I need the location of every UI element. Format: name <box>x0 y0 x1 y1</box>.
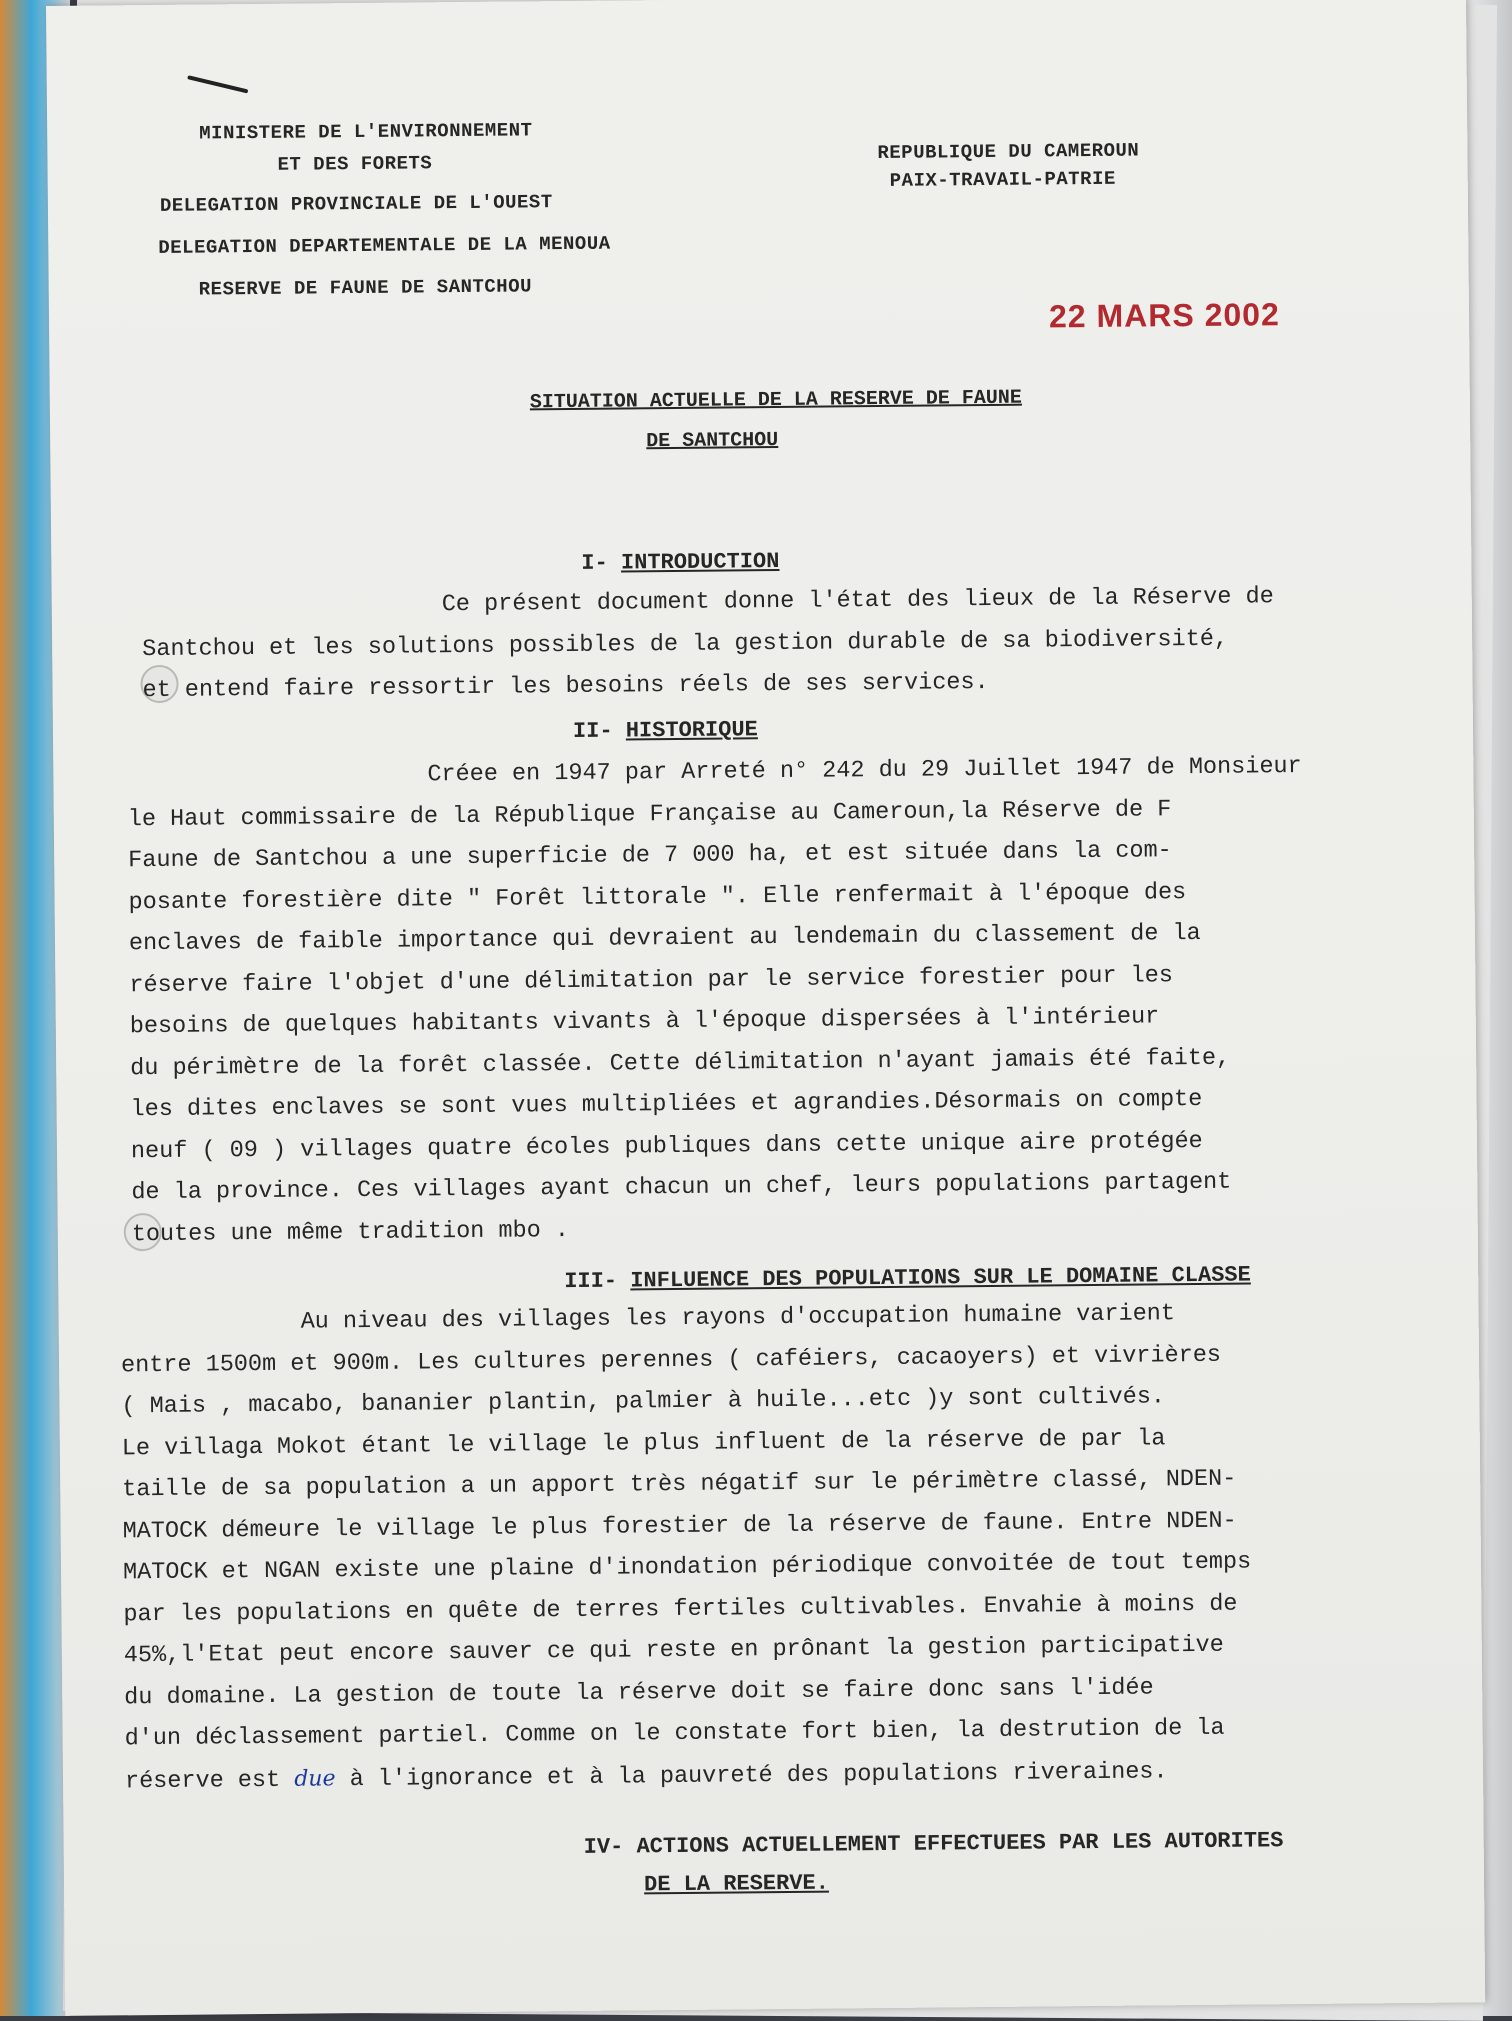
paragraph-line: Faune de Santchou a une superficie de 7 000 ha, et est située dans la com- <box>128 837 1172 875</box>
paragraph-line: du périmètre de la forêt classée. Cette délimitation n'ayant jamais été faite, <box>130 1044 1231 1082</box>
section-heading-actions-line-2 <box>644 1871 829 1898</box>
line-end: à l'ignorance et à la pauvreté des populations riveraines. <box>349 1757 1168 1793</box>
paragraph-line: taille de sa population a un apport très négatif sur le périmètre classé, NDEN- <box>122 1465 1237 1504</box>
handwritten-correction: due <box>294 1765 336 1792</box>
paragraph-line: MATOCK et NGAN existe une plaine d'inondation périodique convoitée de tout temps <box>122 1548 1252 1587</box>
ministry-line: MINISTERE DE L'ENVIRONNEMENT <box>199 119 533 145</box>
paragraph-line: réserve faire l'objet d'une délimitation par le service forestier pour les <box>129 961 1174 999</box>
introduction-paragraph <box>142 576 1275 711</box>
date-stamp: 22 MARS 2002 <box>1048 296 1280 335</box>
paragraph-line: Au niveau des villages les rayons d'occupation humaine varient <box>300 1300 1176 1336</box>
paragraph-line: de la province. Ces villages ayant chacun un chef, leurs populations partagent <box>131 1168 1232 1207</box>
section-title-line-1: ACTIONS ACTUELLEMENT EFFECTUEES PAR LES AUTORITES <box>636 1828 1284 1860</box>
section-title: INFLUENCE DES POPULATIONS SUR LE DOMAINE CLASSE <box>630 1262 1251 1294</box>
section-title-line-2: DE LA RESERVE. <box>643 1870 830 1898</box>
paragraph-line: posante forestière dite " Forêt littorale ". Elle renfermait à l'époque des <box>128 878 1187 916</box>
paragraph-line: entre 1500m et 900m. Les cultures perennes ( caféiers, cacaoyers) et vivrières <box>120 1341 1222 1379</box>
provincial-delegation: DELEGATION PROVINCIALE DE L'OUEST <box>159 191 553 217</box>
section-number: III- <box>564 1268 618 1295</box>
paragraph-line: du domaine. La gestion de toute la réserve doit se faire donc sans l'idée <box>124 1673 1154 1711</box>
section-heading-historique <box>573 717 758 744</box>
section-title: INTRODUCTION <box>620 548 780 576</box>
document-page <box>46 0 1485 2016</box>
paragraph-line: ( Mais , macabo, bananier plantin, palmier à huile...etc )y sont cultivés. <box>121 1383 1166 1421</box>
paragraph-line: Le villaga Mokot étant le village le plus influent de la réserve de par la <box>121 1424 1166 1462</box>
section-title: HISTORIQUE <box>625 717 758 744</box>
motto: PAIX-TRAVAIL-PATRIE <box>889 167 1116 192</box>
paragraph-line: besoins de quelques habitants vivants à l'époque dispersées à l'intérieur <box>129 1003 1160 1041</box>
paragraph-line: les dites enclaves se sont vues multipliées et agrandies.Désormais on compte <box>130 1085 1203 1124</box>
paragraph-line: toutes une même tradition mbo . <box>131 1216 570 1248</box>
section-heading-actions <box>584 1828 1284 1860</box>
paragraph-line: le Haut commissaire de la République Française au Cameroun,la Réserve de F <box>127 795 1172 833</box>
section-number: IV- <box>583 1834 624 1860</box>
section-number: II- <box>572 718 613 744</box>
paragraph-line: MATOCK démeure le village le plus forestier de la réserve de faune. Entre NDEN- <box>122 1507 1237 1545</box>
paragraph-line: Créee en 1947 par Arreté n° 242 du 29 Juillet 1947 de Monsieur <box>427 752 1302 789</box>
paragraph-line: Santchou et les solutions possibles de la gestion durable de sa biodiversité, <box>142 625 1229 663</box>
document-title-line-1: SITUATION ACTUELLE DE LA RESERVE DE FAUNE <box>529 386 1023 415</box>
line-start: réserve est <box>124 1766 281 1795</box>
paragraph-line: Ce présent document donne l'état des lieux de la Réserve de <box>441 583 1274 619</box>
paragraph-line: neuf ( 09 ) villages quatre écoles publiques dans cette unique aire protégée <box>130 1127 1203 1165</box>
pen-mark <box>187 75 248 93</box>
document-title-line-2: DE SANTCHOU <box>646 428 779 454</box>
reserve-name: RESERVE DE FAUNE DE SANTCHOU <box>198 275 533 301</box>
paragraph-line: par les populations en quête de terres fertiles cultivables. Envahie à moins de <box>123 1590 1238 1628</box>
section-number: I- <box>581 550 608 576</box>
paragraph-line: d'un déclassement partiel. Comme on le constate fort bien, la destrution de la <box>124 1714 1225 1753</box>
republic-name: REPUBLIQUE DU CAMEROUN <box>877 139 1140 165</box>
paragraph-line: enclaves de faible importance qui devraient au lendemain du classement de la <box>128 919 1201 958</box>
paragraph-line: 45%,l'Etat peut encore sauver ce qui reste en prônant la gestion participative <box>123 1631 1224 1670</box>
ministry-line-2: ET DES FORETS <box>277 152 433 176</box>
section-heading-influence <box>564 1262 1251 1294</box>
influence-paragraph <box>120 1293 1253 1803</box>
departmental-delegation: DELEGATION DEPARTEMENTALE DE LA MENOUA <box>158 232 611 259</box>
historique-paragraph <box>127 746 1306 1255</box>
section-heading-introduction <box>581 549 779 576</box>
paragraph-line: et entend faire ressortir les besoins réels de ses services. <box>142 668 989 705</box>
